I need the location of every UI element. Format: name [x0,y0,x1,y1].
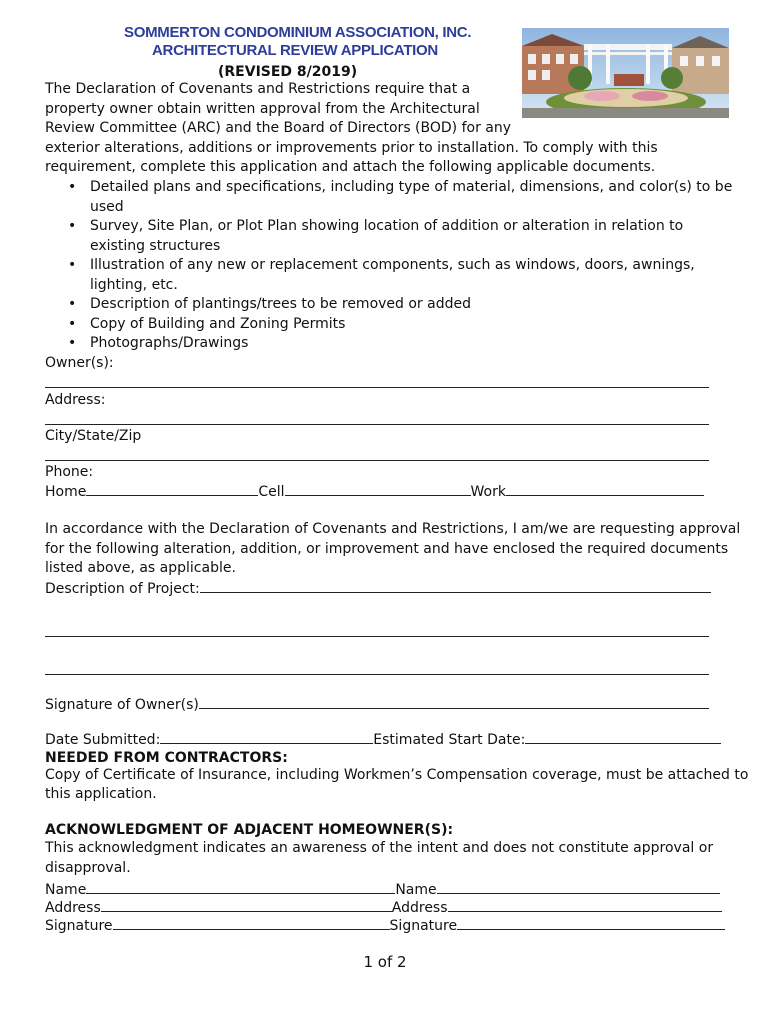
description-field-line2[interactable] [45,622,709,641]
intro-line: The Declaration of Covenants and Restrictions require that a [45,81,471,97]
bullet-icon: • [68,179,77,195]
list-item: Detailed plans and specifications, including type of material, dimensions, and color(s) to be [90,179,733,195]
list-item: Survey, Site Plan, or Plot Plan showing location of addition or alteration in relation to [90,218,684,234]
description-field[interactable] [200,579,711,593]
address-label: Address [391,900,448,916]
list-item: Copy of Building and Zoning Permits [90,316,346,332]
home-label: Home [45,484,87,500]
bullet-icon: • [68,296,77,312]
intro-line: exterior alterations, additions or improvements prior to installation. To comply with this [45,140,658,156]
name-label: Name [45,882,87,898]
description-label: Description of Project: [45,581,200,597]
association-title: SOMMERTON CONDOMINIUM ASSOCIATION, INC. [124,24,472,41]
adjacent-text: disapproval. [45,860,131,876]
address-label: Address: [45,392,106,408]
list-item-continuation: lighting, etc. [90,277,178,293]
bullet-icon: • [68,335,77,351]
revised-date: (REVISED 8/2019) [218,64,358,80]
work-phone-field[interactable] [506,482,704,496]
contractors-text: Copy of Certificate of Insurance, including Workmen’s Compensation coverage, must be attached to [45,767,749,783]
adjacent-heading: ACKNOWLEDGMENT OF ADJACENT HOMEOWNER(S): [45,822,454,838]
list-item: Illustration of any new or replacement components, such as windows, doors, awnings, [90,257,695,273]
city-state-zip-label: City/State/Zip [45,428,142,444]
neighbor2-signature-field[interactable] [457,916,725,930]
bullet-icon: • [68,316,77,332]
bullet-icon: • [68,218,77,234]
city-state-zip-field[interactable] [45,446,709,465]
list-item-continuation: used [90,199,124,215]
intro-line: property owner obtain written approval from the Architectural [45,101,480,117]
adjacent-signature-row [45,916,725,937]
community-entrance-photo [522,28,729,118]
request-line: In accordance with the Declaration of Covenants and Restrictions, I am/we are requesting approval [45,521,741,537]
cell-label: Cell [258,484,285,500]
name-label: Name [395,882,437,898]
description-row [45,579,711,600]
signature-label: Signature of Owner(s) [45,697,199,713]
owner-signature-field[interactable] [199,695,709,709]
adjacent-text: This acknowledgment indicates an awareness of the intent and does not constitute approval or [45,840,714,856]
intro-line: Review Committee (ARC) and the Board of Directors (BOD) for any [45,120,512,136]
list-item: Description of plantings/trees to be removed or added [90,296,471,312]
owners-field[interactable] [45,373,709,392]
request-line: listed above, as applicable. [45,560,236,576]
start-date-field[interactable] [525,730,721,744]
owners-label: Owner(s): [45,355,114,371]
neighbor1-address-field[interactable] [101,898,392,912]
work-label: Work [470,484,506,500]
neighbor1-signature-field[interactable] [113,916,390,930]
page-number: 1 of 2 [363,953,407,971]
signature-row [45,695,709,716]
neighbor1-name-field[interactable] [86,880,395,894]
request-line: for the following alteration, addition, or improvement and have enclosed the required documents [45,541,729,557]
signature-label: Signature [45,918,113,934]
list-item: Photographs/Drawings [90,335,249,351]
start-date-label: Estimated Start Date: [373,732,526,748]
home-phone-field[interactable] [86,482,258,496]
date-submitted-field[interactable] [160,730,373,744]
intro-line: requirement, complete this application and attach the following applicable documents. [45,159,656,175]
phone-row [45,482,704,503]
application-title: ARCHITECTURAL REVIEW APPLICATION [152,42,438,59]
neighbor2-address-field[interactable] [448,898,722,912]
neighbor2-name-field[interactable] [437,880,720,894]
signature-label: Signature [389,918,458,934]
address-field[interactable] [45,410,709,429]
bullet-icon: • [68,257,77,273]
dates-row [45,730,721,751]
cell-phone-field[interactable] [285,482,471,496]
date-submitted-label: Date Submitted: [45,732,161,748]
address-label: Address [45,900,101,916]
description-field-line3[interactable] [45,660,709,679]
phone-label: Phone: [45,464,94,480]
list-item-continuation: existing structures [90,238,221,254]
contractors-text: this application. [45,786,157,802]
contractors-heading: NEEDED FROM CONTRACTORS: [45,750,288,766]
